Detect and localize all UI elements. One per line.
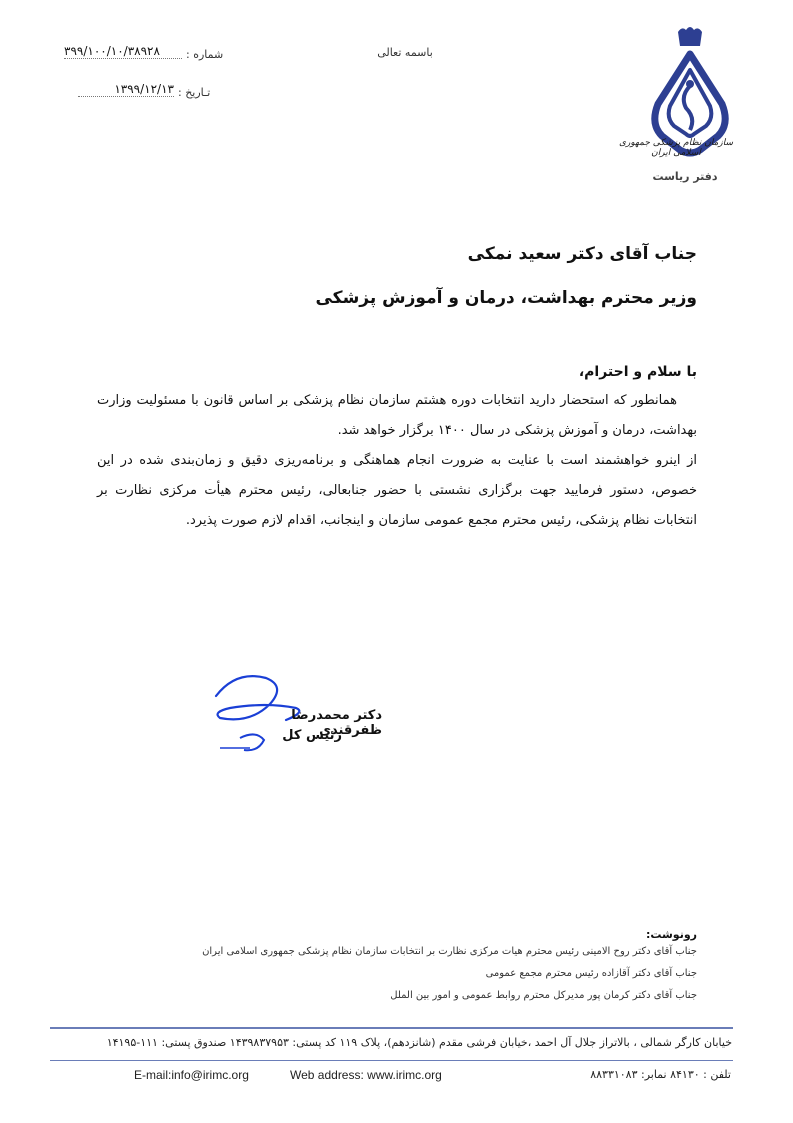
org-name: سازمان نظام پزشکی جمهوری اسلامی ایران	[618, 138, 734, 158]
number-label: شماره :	[186, 48, 224, 61]
paragraph-2: از اینرو خواهشمند است با عنایت به ضرورت انجام هماهنگی و برنامه‌ریزی دقیق و زمان‌بندی شده در این خصوص، دستور فرمایید جهت برگزاری نشستی با حضور جنابعالی، رئیس محترم هیأت مرکزی نظارت بر انتخابات نظام پزشکی، رئیس محترم مجمع عمومی سازمان و اینجانب، اقدام لازم صورت پذیرد.	[97, 453, 697, 528]
org-logo	[630, 26, 750, 186]
letter-number: ۳۹۹/۱۰۰/۱۰/۳۸۹۲۸	[64, 44, 182, 59]
recipient-title: وزیر محترم بهداشت، درمان و آموزش پزشکی	[315, 288, 697, 308]
footer-address: خیابان کارگر شمالی ، بالاتراز جلال آل احمد ،خیابان فرشی مقدم (شانزدهم)، پلاک ۱۱۹ کد پستی: ۱۴۳۹۸۳۷۹۵۳ صندوق پستی: ۱۱۱-۱۴۱۹۵	[106, 1036, 732, 1049]
footer-rule	[50, 1027, 733, 1029]
cc-item: جناب آقای دکتر روح الامینی رئیس محترم هیات مرکزی نظارت بر انتخابات سازمان نظام پزشکی جمهوری اسلامی ایران	[202, 946, 697, 957]
recipient-name: جناب آقای دکتر سعید نمکی	[467, 244, 697, 264]
bismillah: باسمه تعالی	[377, 46, 433, 59]
cc-label: رونوشت:	[645, 928, 697, 941]
paragraph-1: همانطور که استحضار دارید انتخابات دوره هشتم سازمان نظام پزشکی بر اساس قانون با مسئولیت وزارت بهداشت، درمان و آموزش پزشکی در سال ۱۴۰۰ برگزار خواهد شد.	[97, 393, 697, 438]
footer-email: E-mail:info@irimc.org	[134, 1068, 249, 1082]
office-name: دفتر ریاست	[652, 170, 718, 183]
cc-item: جناب آقای دکتر کرمان پور مدیرکل محترم روابط عمومی و امور بین الملل	[390, 990, 697, 1001]
footer-web: Web address: www.irimc.org	[290, 1068, 442, 1082]
letter-date: ۱۳۹۹/۱۲/۱۳	[78, 82, 174, 97]
emblem-icon	[630, 26, 750, 186]
signer-name: دکتر محمدرضا ظفرقندی	[291, 708, 382, 738]
footer-phone: تلفن : ۸۴۱۳۰ نمابر: ۸۸۳۳۱۰۸۳	[590, 1068, 731, 1081]
greeting: با سلام و احترام،	[578, 364, 697, 380]
letter-body	[97, 386, 697, 536]
date-label: تـاریخ :	[178, 86, 211, 99]
signer-title: رئیس کل	[282, 728, 342, 743]
cc-item: جناب آقای دکتر آقازاده رئیس محترم مجمع عمومی	[485, 968, 697, 979]
footer-rule	[50, 1060, 733, 1061]
